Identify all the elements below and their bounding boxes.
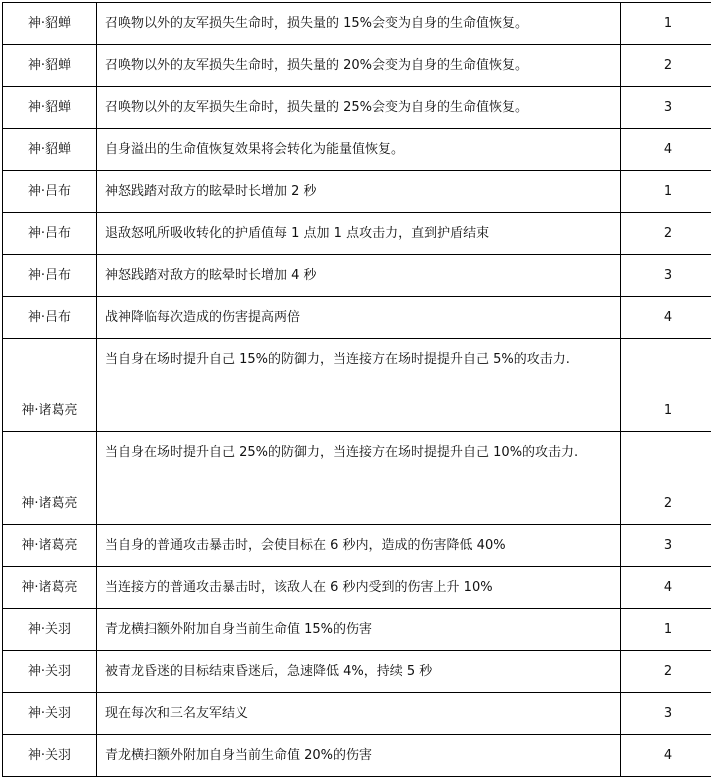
level-cell: 1 — [621, 171, 711, 213]
hero-name-cell: 神·诸葛亮 — [3, 525, 97, 567]
effect-description-cell: 退敌怒吼所吸收转化的护盾值每 1 点加 1 点攻击力，直到护盾结束 — [97, 213, 621, 255]
table-row — [3, 3, 711, 45]
effect-description-cell: 被青龙昏迷的目标结束昏迷后，急速降低 4%，持续 5 秒 — [97, 651, 621, 693]
hero-name-cell: 神·诸葛亮 — [3, 339, 97, 432]
effect-description-cell: 当连接方的普通攻击暴击时，该敌人在 6 秒内受到的伤害上升 10% — [97, 567, 621, 609]
table-row — [3, 609, 711, 651]
level-cell: 4 — [621, 735, 711, 777]
talent-table — [2, 2, 711, 777]
table-row — [3, 735, 711, 777]
level-cell: 4 — [621, 129, 711, 171]
effect-description-cell: 现在每次和三名友军结义 — [97, 693, 621, 735]
talent-table-container — [0, 2, 711, 766]
table-row — [3, 693, 711, 735]
level-cell: 2 — [621, 213, 711, 255]
hero-name-cell: 神·诸葛亮 — [3, 432, 97, 525]
level-cell: 2 — [621, 651, 711, 693]
hero-name-cell: 神·貂蝉 — [3, 3, 97, 45]
effect-description-cell: 战神降临每次造成的伤害提高两倍 — [97, 297, 621, 339]
table-row — [3, 651, 711, 693]
hero-name-cell: 神·吕布 — [3, 171, 97, 213]
table-row — [3, 297, 711, 339]
effect-description-cell: 当自身在场时提升自己 25%的防御力，当连接方在场时提提升自己 10%的攻击力. — [97, 432, 621, 525]
table-row — [3, 171, 711, 213]
effect-description-cell: 神怒践踏对敌方的眩晕时长增加 4 秒 — [97, 255, 621, 297]
hero-name-cell: 神·吕布 — [3, 213, 97, 255]
level-cell: 1 — [621, 609, 711, 651]
effect-description-cell: 青龙横扫额外附加自身当前生命值 20%的伤害 — [97, 735, 621, 777]
hero-name-cell: 神·关羽 — [3, 693, 97, 735]
effect-description-cell: 当自身的普通攻击暴击时，会使目标在 6 秒内，造成的伤害降低 40% — [97, 525, 621, 567]
table-row — [3, 129, 711, 171]
table-row — [3, 567, 711, 609]
table-row — [3, 87, 711, 129]
hero-name-cell: 神·关羽 — [3, 651, 97, 693]
table-row — [3, 339, 711, 432]
level-cell: 3 — [621, 525, 711, 567]
effect-description-cell: 召唤物以外的友军损失生命时，损失量的 25%会变为自身的生命值恢复。 — [97, 87, 621, 129]
level-cell: 2 — [621, 432, 711, 525]
level-cell: 3 — [621, 693, 711, 735]
table-row — [3, 525, 711, 567]
table-row — [3, 213, 711, 255]
level-cell: 4 — [621, 297, 711, 339]
hero-name-cell: 神·诸葛亮 — [3, 567, 97, 609]
hero-name-cell: 神·吕布 — [3, 255, 97, 297]
table-row — [3, 45, 711, 87]
level-cell: 4 — [621, 567, 711, 609]
effect-description-cell: 当自身在场时提升自己 15%的防御力，当连接方在场时提提升自己 5%的攻击力. — [97, 339, 621, 432]
table-row — [3, 255, 711, 297]
effect-description-cell: 自身溢出的生命值恢复效果将会转化为能量值恢复。 — [97, 129, 621, 171]
hero-name-cell: 神·关羽 — [3, 735, 97, 777]
effect-description-cell: 召唤物以外的友军损失生命时，损失量的 20%会变为自身的生命值恢复。 — [97, 45, 621, 87]
level-cell: 3 — [621, 255, 711, 297]
hero-name-cell: 神·貂蝉 — [3, 129, 97, 171]
level-cell: 3 — [621, 87, 711, 129]
effect-description-cell: 神怒践踏对敌方的眩晕时长增加 2 秒 — [97, 171, 621, 213]
level-cell: 2 — [621, 45, 711, 87]
hero-name-cell: 神·吕布 — [3, 297, 97, 339]
hero-name-cell: 神·貂蝉 — [3, 45, 97, 87]
level-cell: 1 — [621, 339, 711, 432]
effect-description-cell: 青龙横扫额外附加自身当前生命值 15%的伤害 — [97, 609, 621, 651]
effect-description-cell: 召唤物以外的友军损失生命时，损失量的 15%会变为自身的生命值恢复。 — [97, 3, 621, 45]
level-cell: 1 — [621, 3, 711, 45]
hero-name-cell: 神·貂蝉 — [3, 87, 97, 129]
hero-name-cell: 神·关羽 — [3, 609, 97, 651]
table-row — [3, 432, 711, 525]
